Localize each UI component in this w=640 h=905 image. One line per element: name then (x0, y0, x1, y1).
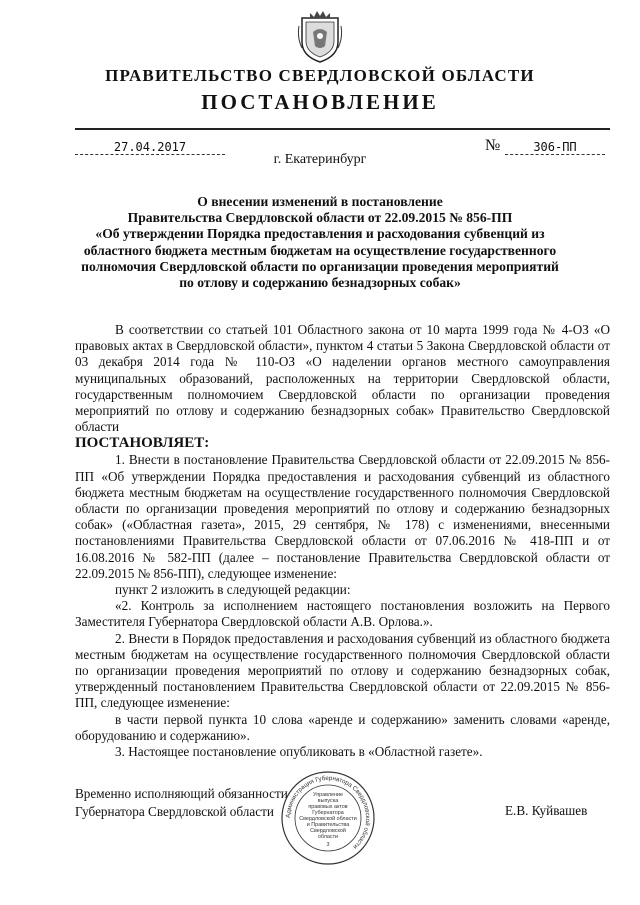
document-type: ПОСТАНОВЛЕНИЕ (201, 90, 439, 114)
paragraph-2a: в части первой пункта 10 слова «аренде и содержанию» заменить словами «аренде, оборудованию и содержанию». (75, 711, 610, 743)
document-date: 27.04.2017 (75, 140, 225, 155)
organization-name: ПРАВИТЕЛЬСТВО СВЕРДЛОВСКОЙ ОБЛАСТИ (105, 66, 535, 85)
seal-number: 3 (326, 842, 330, 848)
title-line: областного бюджета местным бюджетам на осуществление государственного (83, 242, 557, 258)
seal-line: и Правительства (306, 822, 350, 828)
seal-line: Свердловской (310, 828, 346, 834)
signer-position-line: Временно исполняющий обязанности (75, 786, 288, 801)
paragraph-3: 3. Настоящее постановление опубликовать в «Областной газете». (115, 744, 483, 760)
seal-line: Свердловской области (299, 816, 357, 822)
paragraph-1: 1. Внести в постановление Правительства Свердловской области от 22.09.2015 № 856-ПП «Об утверждении Порядка предоставления и расходования субвенций из областного бюджета местным бюджетам на осуществление государственного полномочия Свердловской области по организации проведения мероприятий по отлову и содержанию безнадзорных собак» («Областная газета», 2015, 29 сентября, № 178) с изменениями, внесенными постановлениями Правительства Свердловской области от 07.06.2016 № 418-ПП и от 16.08.2016 № 582-ПП (далее – постановление Правительства Свердловской области от 22.09.2015 № 856-ПП), следующее изменение: (75, 452, 610, 581)
resolve-heading: ПОСТАНОВЛЯЕТ: (75, 435, 210, 452)
official-seal-stamp (280, 770, 376, 866)
document-title (0, 194, 640, 291)
city: г. Екатеринбург (273, 152, 367, 167)
title-line: Правительства Свердловской области от 22.09.2015 № 856-ПП (127, 210, 513, 226)
seal-line: Управление (313, 792, 343, 798)
title-line: О внесении изменений в постановление (197, 194, 443, 209)
signer-position-line: Губернатора Свердловской области (75, 804, 274, 819)
preamble-paragraph: В соответствии со статьей 101 Областного закона от 10 марта 1999 года № 4-ОЗ «О правовых актах в Свердловской области», пунктом 4 статьи 5 Закона Свердловской области от 03 декабря 2014 года № 110-ОЗ «О наделении органов местного самоуправления муниципальных образований, расположенных на территории Свердловской области, государственным полномочием Свердловской области по организации проведения мероприятий по отлову и содержанию безнадзорных собак» Правительство Свердловской области (75, 322, 610, 435)
header-divider (75, 128, 610, 130)
title-line: по отлову и содержанию безнадзорных собак» (179, 275, 461, 291)
seal-line: Губернатора (312, 810, 344, 816)
coat-of-arms-icon (297, 8, 343, 64)
signature-block (75, 785, 288, 821)
title-line: «Об утверждении Порядка предоставления и расходования субвенций из (95, 226, 545, 242)
seal-ring-text: Администрация Губернатора Свердловской области (284, 774, 372, 851)
seal-line: области (317, 834, 339, 840)
seal-line: выпуска (317, 798, 339, 804)
document-body (75, 322, 610, 760)
paragraph-1b: «2. Контроль за исполнением настоящего постановления возложить на Первого Заместителя Губернатора Свердловской области А.В. Орлова.». (75, 598, 610, 630)
number-label: № (485, 137, 501, 154)
paragraph-1a: пункт 2 изложить в следующей редакции: (115, 582, 351, 598)
paragraph-2: 2. Внести в Порядок предоставления и расходования субвенций из областного бюджета местным бюджетам на осуществление государственного полномочия Свердловской области по организации проведения мероприятий по отлову и содержанию безнадзорных собак, утвержденный постановлением Правительства Свердловской области от 22.09.2015 № 856-ПП, следующее изменение: (75, 630, 610, 711)
seal-line: правовых актов (308, 804, 348, 810)
title-line: полномочия Свердловской области по организации проведения мероприятий (81, 258, 559, 274)
document-number: 306-ПП (505, 140, 605, 155)
signer-name: Е.В. Куйвашев (505, 803, 588, 818)
